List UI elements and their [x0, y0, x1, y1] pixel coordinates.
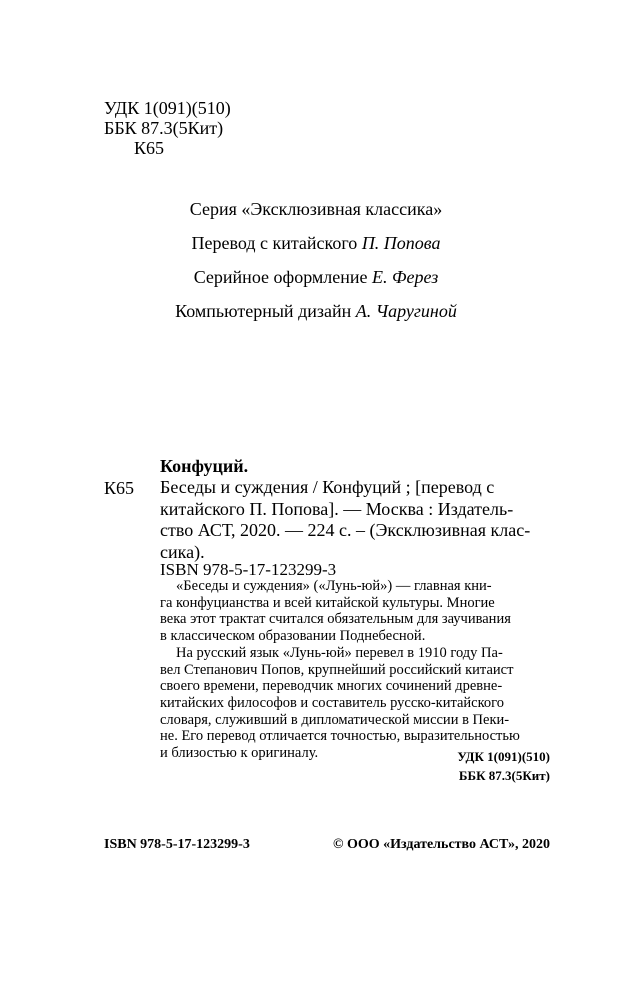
catalog-author-mark: К65 — [104, 478, 135, 498]
annotation-line: словаря, служивший в дипломатической миссии в Пеки- — [160, 711, 510, 728]
layout-designer-name: А. Чаругиной — [355, 301, 457, 321]
annotation-line: На русский язык «Лунь-юй» перевел в 1910 году Па- — [176, 644, 503, 661]
catalog-isbn: ISBN 978-5-17-123299-3 — [160, 560, 337, 579]
annotation-paragraph — [160, 578, 552, 645]
bibliographic-line: китайского П. Попова]. — Москва : Издатель- — [160, 498, 514, 519]
copyright-notice: © ООО «Издательство АСТ», 2020 — [332, 837, 550, 852]
annotation-line: в классическом образовании Поднебесной. — [160, 628, 426, 645]
catalog-udk: УДК 1(091)(510) — [457, 749, 550, 764]
annotation — [160, 578, 552, 762]
author-heading: Конфуций. — [160, 456, 249, 476]
top-classification-codes — [104, 98, 231, 158]
annotation-line: китайских философов и составитель русско-китайского — [160, 694, 505, 711]
catalog-bbk: ББК 87.3(5Кит) — [458, 768, 550, 783]
annotation-line: века этот трактат считался обязательным для заучивания — [160, 611, 511, 628]
bibliographic-description — [160, 477, 552, 563]
annotation-line: и близостью к оригиналу. — [160, 745, 319, 762]
udk-code: УДК 1(091)(510) — [104, 98, 231, 118]
annotation-line: вел Степанович Попов, крупнейший российский китаист — [160, 661, 514, 678]
design-label: Серийное оформление — [193, 267, 368, 287]
design-credit — [0, 267, 632, 288]
layout-credit — [0, 301, 632, 322]
translator-name: П. Попова — [361, 233, 441, 253]
footer-isbn: ISBN 978-5-17-123299-3 — [104, 837, 250, 852]
bibliographic-line: сика). — [160, 541, 205, 562]
annotation-line: своего времени, переводчик многих сочинений древне- — [160, 678, 503, 695]
annotation-line: не. Его перевод отличается точностью, выразительностью — [160, 728, 520, 745]
translation-credit — [0, 233, 632, 254]
author-mark: К65 — [134, 138, 165, 158]
annotation-line: га конфуцианства и всей китайской культуры. Многие — [160, 594, 495, 611]
bibliographic-line: Беседы и суждения / Конфуций ; [перевод с — [160, 477, 495, 497]
translation-label: Перевод с китайского — [191, 233, 358, 253]
bibliographic-line: ство АСТ, 2020. — 224 с. – (Эксклюзивная клас- — [160, 520, 531, 540]
catalog-classification-codes — [457, 747, 550, 785]
series-line: Серия «Эксклюзивная классика» — [189, 199, 443, 219]
layout-label: Компьютерный дизайн — [175, 301, 352, 321]
designer-name: Е. Ферез — [372, 267, 439, 287]
annotation-line: «Беседы и суждения» («Лунь-юй») — главная кни- — [176, 578, 492, 594]
annotation-paragraph — [160, 645, 552, 762]
bbk-code: ББК 87.3(5Кит) — [104, 118, 224, 138]
